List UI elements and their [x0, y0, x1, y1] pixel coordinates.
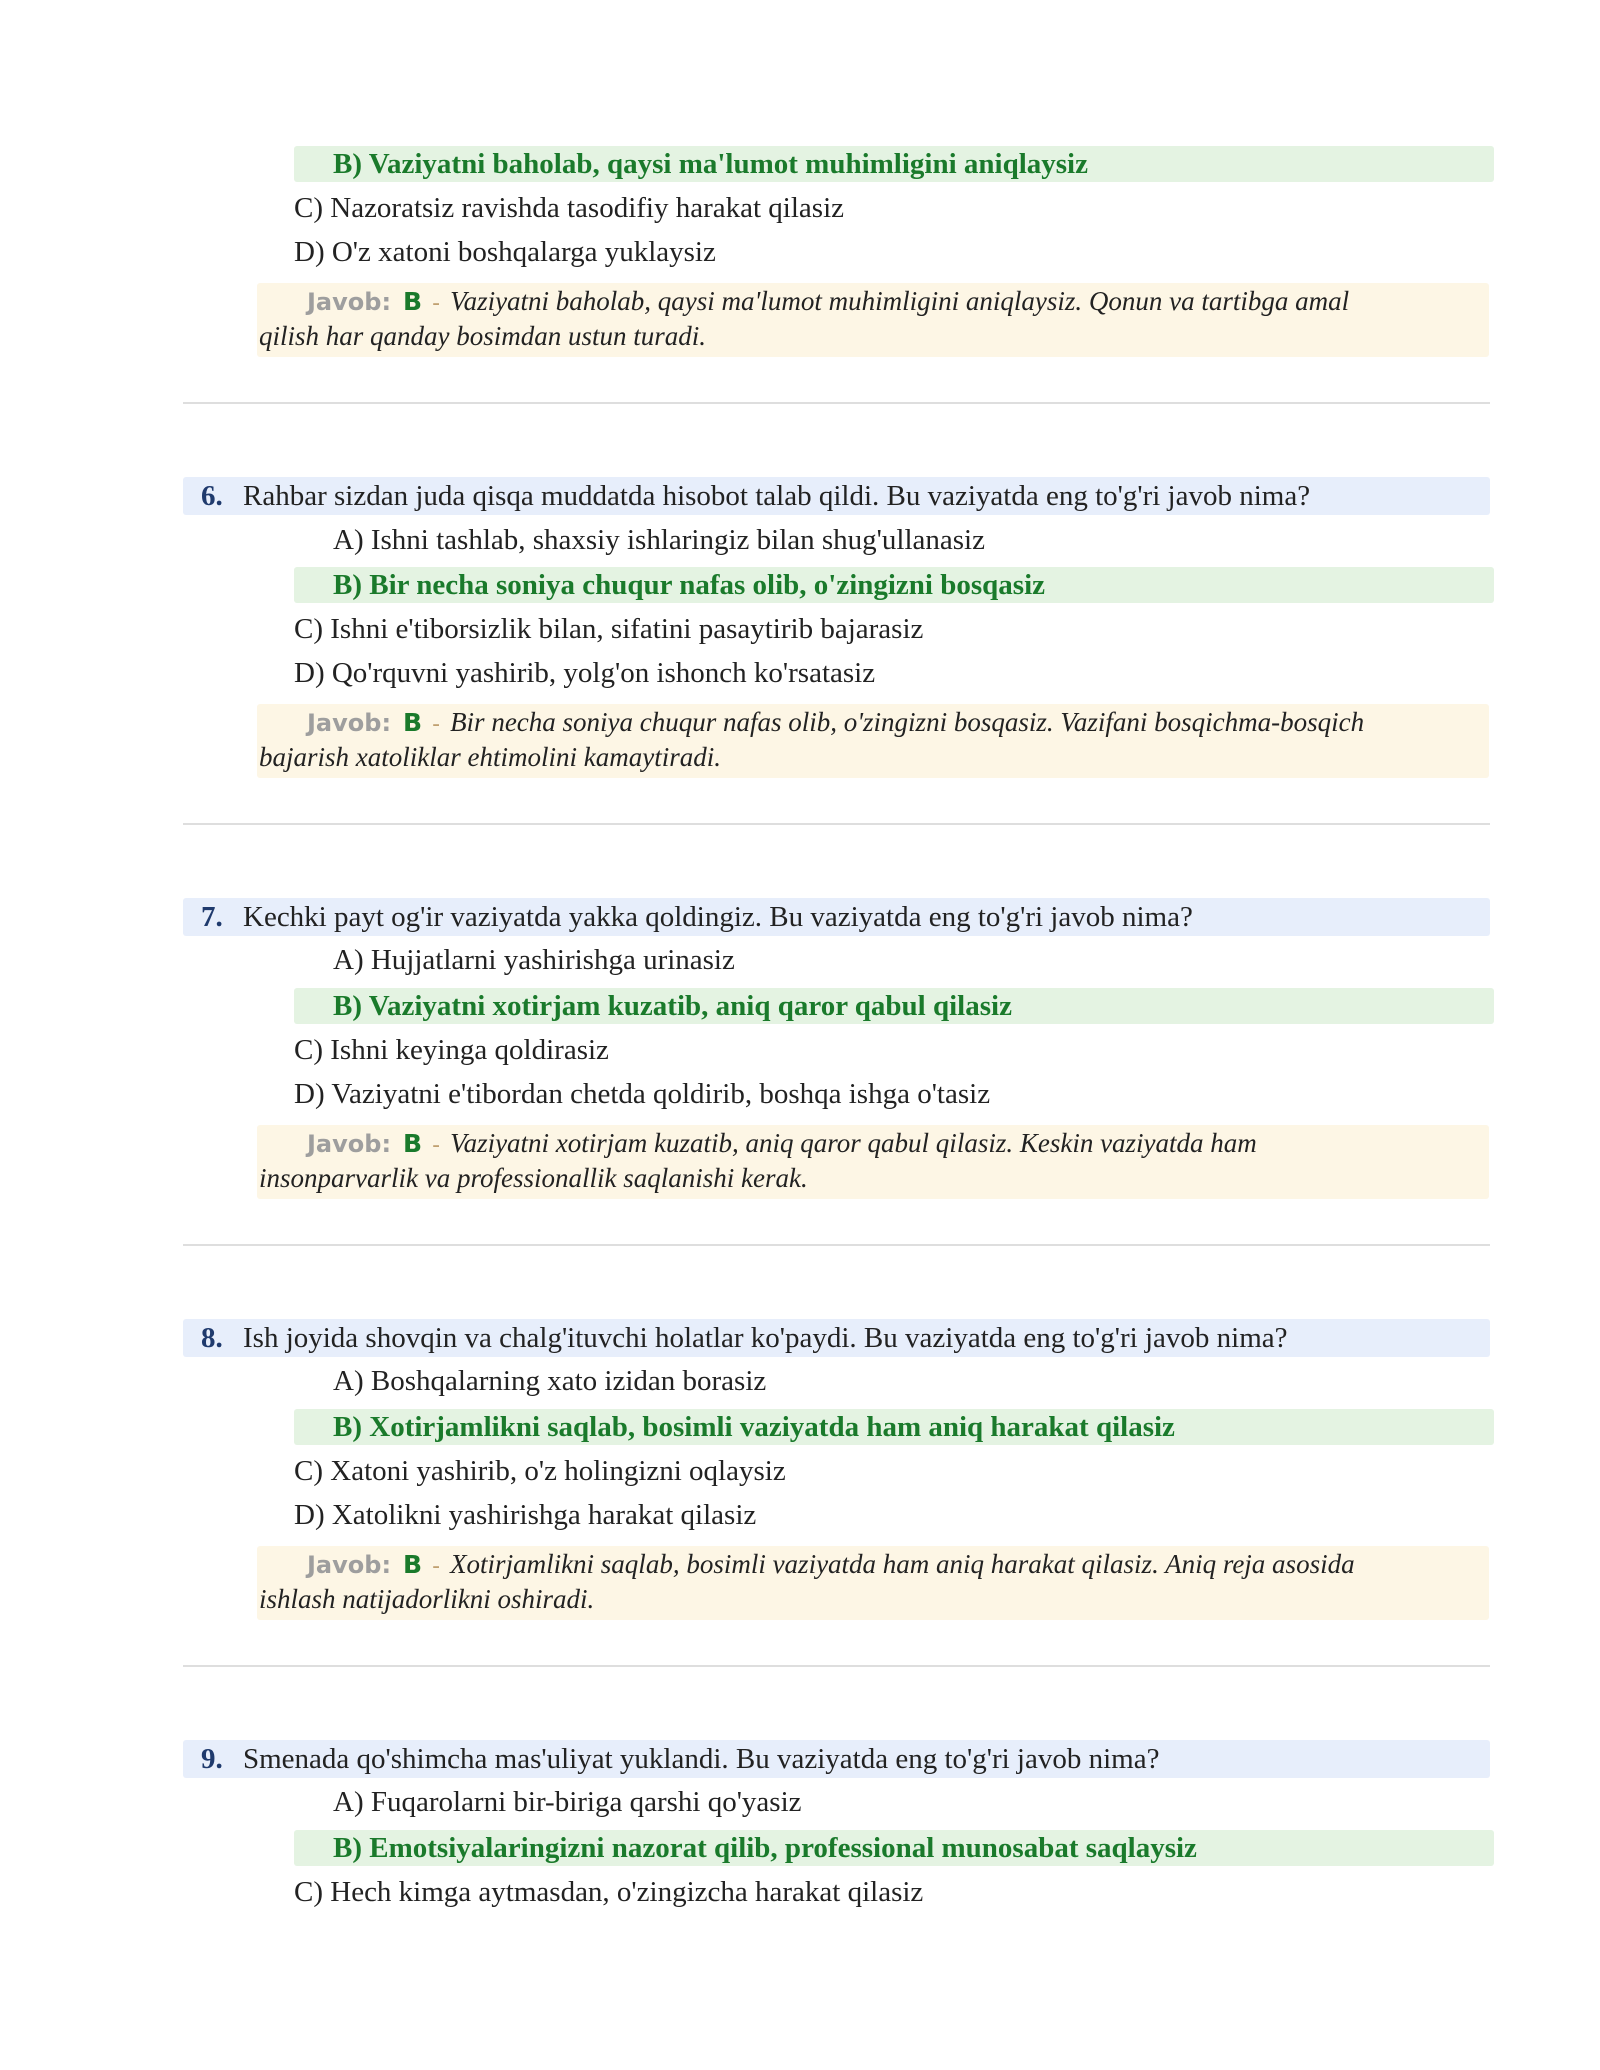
question-header — [183, 477, 1490, 515]
option-c: C) Ishni keyinga qoldirasiz — [294, 1034, 609, 1066]
question-number: 8. — [201, 1322, 223, 1354]
answer-box — [257, 704, 1489, 778]
question-number: 6. — [201, 480, 223, 512]
correct-option — [294, 1409, 1494, 1445]
option-d: D) Vaziyatni e'tibordan chetda qoldirib, boshqa ishga o'tasiz — [294, 1078, 991, 1110]
option-d: D) O'z xatoni boshqalarga yuklaysiz — [294, 236, 716, 268]
answer-line-2: insonparvarlik va professionallik saqlanishi kerak. — [259, 1163, 808, 1193]
correct-option — [294, 146, 1494, 182]
question-number: 9. — [201, 1743, 223, 1775]
answer-label: Javob: — [307, 709, 392, 737]
option-a: A) Hujjatlarni yashirishga urinasiz — [333, 944, 735, 976]
answer-line-1 — [307, 286, 1349, 317]
option-b-text: B) Vaziyatni baholab, qaysi ma'lumot muhimligini aniqlaysiz — [333, 148, 1088, 180]
option-c: C) Nazoratsiz ravishda tasodifiy harakat qilasiz — [294, 192, 844, 224]
answer-line-1 — [307, 1128, 1257, 1159]
option-d: D) Xatolikni yashirishga harakat qilasiz — [294, 1499, 757, 1531]
question-header — [183, 898, 1490, 936]
answer-dash: - — [432, 712, 441, 737]
option-c: C) Ishni e'tiborsizlik bilan, sifatini pasaytirib bajarasiz — [294, 613, 924, 645]
answer-explanation: Bir necha soniya chuqur nafas olib, o'zingizni bosqasiz. Vazifani bosqichma-bosqich — [450, 707, 1365, 737]
question-header — [183, 1319, 1490, 1357]
answer-letter: B — [403, 708, 423, 737]
answer-letter: B — [403, 1550, 423, 1579]
divider — [183, 1665, 1490, 1667]
question-text: Smenada qo'shimcha mas'uliyat yuklandi. Bu vaziyatda eng to'g'ri javob nima? — [243, 1743, 1160, 1775]
correct-option — [294, 988, 1494, 1024]
question-number: 7. — [201, 901, 223, 933]
answer-line-2: bajarish xatoliklar ehtimolini kamaytiradi. — [259, 742, 721, 772]
answer-dash: - — [432, 1133, 441, 1158]
answer-label: Javob: — [307, 1551, 392, 1579]
answer-line-1 — [307, 707, 1364, 738]
question-text: Ish joyida shovqin va chalg'ituvchi holatlar ko'paydi. Bu vaziyatda eng to'g'ri javob nima? — [243, 1322, 1288, 1354]
answer-dash: - — [432, 291, 441, 316]
answer-line-2: ishlash natijadorlikni oshiradi. — [259, 1584, 595, 1614]
answer-line-2: qilish har qanday bosimdan ustun turadi. — [259, 321, 707, 351]
answer-label: Javob: — [307, 288, 392, 316]
option-a: A) Fuqarolarni bir-biriga qarshi qo'yasiz — [333, 1786, 802, 1818]
answer-dash: - — [432, 1554, 441, 1579]
question-text: Rahbar sizdan juda qisqa muddatda hisobot talab qildi. Bu vaziyatda eng to'g'ri javob nima? — [243, 480, 1311, 512]
divider — [183, 1244, 1490, 1246]
divider — [183, 402, 1490, 404]
option-b-text: B) Bir necha soniya chuqur nafas olib, o'zingizni bosqasiz — [333, 569, 1046, 601]
option-d: D) Qo'rquvni yashirib, yolg'on ishonch ko'rsatasiz — [294, 657, 876, 689]
answer-explanation: Vaziyatni baholab, qaysi ma'lumot muhimligini aniqlaysiz. Qonun va tartibga amal — [450, 286, 1350, 316]
answer-line-1 — [307, 1549, 1355, 1580]
option-a: A) Boshqalarning xato izidan borasiz — [333, 1365, 767, 1397]
option-c: C) Xatoni yashirib, o'z holingizni oqlaysiz — [294, 1455, 786, 1487]
option-b-text: B) Emotsiyalaringizni nazorat qilib, professional munosabat saqlaysiz — [333, 1832, 1197, 1864]
question-header — [183, 1740, 1490, 1778]
answer-box — [257, 283, 1489, 357]
option-c: C) Hech kimga aytmasdan, o'zingizcha harakat qilasiz — [294, 1876, 924, 1908]
answer-box — [257, 1125, 1489, 1199]
divider — [183, 823, 1490, 825]
answer-letter: B — [403, 287, 423, 316]
question-text: Kechki payt og'ir vaziyatda yakka qoldingiz. Bu vaziyatda eng to'g'ri javob nima? — [243, 901, 1193, 933]
option-a: A) Ishni tashlab, shaxsiy ishlaringiz bilan shug'ullanasiz — [333, 524, 985, 556]
option-b-text: B) Vaziyatni xotirjam kuzatib, aniq qaror qabul qilasiz — [333, 990, 1012, 1022]
answer-explanation: Vaziyatni xotirjam kuzatib, aniq qaror qabul qilasiz. Keskin vaziyatda ham — [450, 1128, 1257, 1158]
answer-explanation: Xotirjamlikni saqlab, bosimli vaziyatda ham aniq harakat qilasiz. Aniq reja asosida — [450, 1549, 1355, 1579]
correct-option — [294, 1830, 1494, 1866]
correct-option — [294, 567, 1494, 603]
answer-label: Javob: — [307, 1130, 392, 1158]
option-b-text: B) Xotirjamlikni saqlab, bosimli vaziyatda ham aniq harakat qilasiz — [333, 1411, 1175, 1443]
answer-box — [257, 1546, 1489, 1620]
answer-letter: B — [403, 1129, 423, 1158]
